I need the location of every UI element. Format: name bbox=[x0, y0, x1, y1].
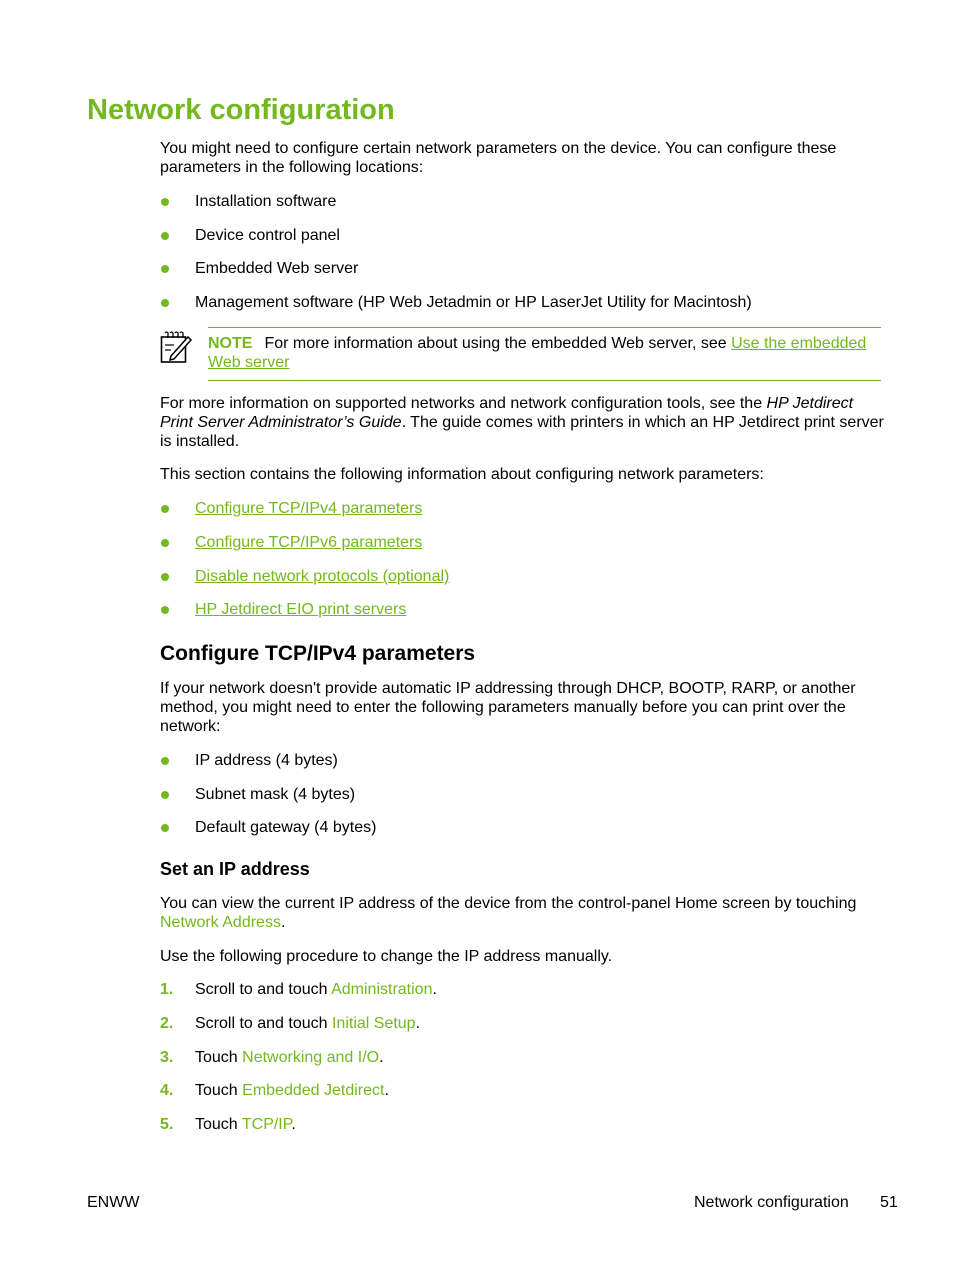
procedure-intro: Use the following procedure to change the IP address manually. bbox=[160, 948, 613, 965]
network-address-term: Network Address bbox=[160, 914, 281, 931]
list-item: Management software (HP Web Jetadmin or HP LaserJet Utility for Macintosh) bbox=[160, 293, 885, 313]
list-item: IP address (4 bytes) bbox=[160, 751, 885, 771]
list-item: Embedded Web server bbox=[160, 259, 885, 279]
note-label: NOTE bbox=[208, 335, 253, 352]
embedded-web-server-link[interactable]: Use the embedded Web server bbox=[208, 335, 867, 371]
view-ip-paragraph: You can view the current IP address of the device from the control-panel Home screen by touching Network Address. bbox=[160, 895, 857, 931]
bullet-icon bbox=[161, 606, 169, 614]
tcp-intro: If your network doesn't provide automatic IP addressing through DHCP, BOOTP, RARP, or another method, you might need to enter the following parameters manually before you can print over the network: bbox=[160, 680, 856, 735]
step-item: 5. Touch TCP/IP. bbox=[160, 1116, 296, 1133]
page-title: Network configuration bbox=[87, 94, 395, 126]
step-number: 2. bbox=[160, 1015, 174, 1032]
step-item: 1. Scroll to and touch Administration. bbox=[160, 981, 437, 998]
intro-paragraph: You might need to configure certain network parameters on the device. You can configure these parameters in the following locations: bbox=[160, 140, 837, 176]
menu-term: Initial Setup bbox=[331, 1015, 416, 1032]
menu-term: Administration bbox=[331, 981, 433, 998]
step-number: 4. bbox=[160, 1082, 174, 1099]
bullet-icon bbox=[161, 791, 169, 799]
step-item: 4. Touch Embedded Jetdirect. bbox=[160, 1082, 389, 1099]
bullet-icon bbox=[161, 232, 169, 240]
bullet-icon bbox=[161, 505, 169, 513]
note-box bbox=[208, 327, 881, 381]
more-info-paragraph: For more information on supported networks and network configuration tools, see the HP Jetdirect Print Server Administrator’s Guide. The guide comes with printers in which an HP Jetdirect print server is installed. bbox=[160, 395, 884, 450]
list-item bbox=[160, 600, 885, 620]
step-item: 3. Touch Networking and I/O. bbox=[160, 1049, 384, 1066]
step-number: 1. bbox=[160, 981, 174, 998]
step-number: 3. bbox=[160, 1049, 174, 1066]
page-number: 51 bbox=[880, 1194, 898, 1211]
guide-title: HP Jetdirect Print Server Administrator’s Guide bbox=[160, 395, 854, 431]
bullet-icon bbox=[161, 299, 169, 307]
step-number: 5. bbox=[160, 1116, 174, 1133]
section-intro: This section contains the following information about configuring network parameters: bbox=[160, 466, 764, 483]
menu-term: TCP/IP bbox=[241, 1116, 292, 1133]
bullet-icon bbox=[161, 539, 169, 547]
link-tcpipv4[interactable]: Configure TCP/IPv4 parameters bbox=[195, 500, 423, 517]
footer-left: ENWW bbox=[87, 1194, 140, 1211]
note-text: NOTE For more information about using the embedded Web server, see Use the embedded Web server bbox=[208, 335, 867, 371]
list-item: Default gateway (4 bytes) bbox=[160, 818, 885, 838]
tcp-heading: Configure TCP/IPv4 parameters bbox=[160, 642, 476, 665]
set-ip-heading: Set an IP address bbox=[160, 859, 310, 879]
footer-section: Network configuration bbox=[694, 1194, 849, 1211]
list-item: Subnet mask (4 bytes) bbox=[160, 785, 885, 805]
menu-term: Embedded Jetdirect bbox=[242, 1082, 385, 1099]
bullet-icon bbox=[161, 757, 169, 765]
list-item: Device control panel bbox=[160, 226, 885, 246]
list-item: Installation software bbox=[160, 192, 885, 212]
bullet-icon bbox=[161, 824, 169, 832]
link-disable-protocols[interactable]: Disable network protocols (optional) bbox=[195, 568, 450, 585]
menu-term: Networking and I/O bbox=[242, 1049, 380, 1066]
bullet-icon bbox=[161, 265, 169, 273]
list-item bbox=[160, 533, 885, 553]
list-item bbox=[160, 567, 885, 587]
bullet-icon bbox=[161, 198, 169, 206]
step-item: 2. Scroll to and touch Initial Setup. bbox=[160, 1015, 421, 1032]
link-tcpipv6[interactable]: Configure TCP/IPv6 parameters bbox=[195, 534, 423, 551]
note-pencil-icon bbox=[160, 330, 192, 364]
link-jetdirect-eio[interactable]: HP Jetdirect EIO print servers bbox=[195, 601, 407, 618]
bullet-icon bbox=[161, 573, 169, 581]
list-item bbox=[160, 499, 885, 519]
